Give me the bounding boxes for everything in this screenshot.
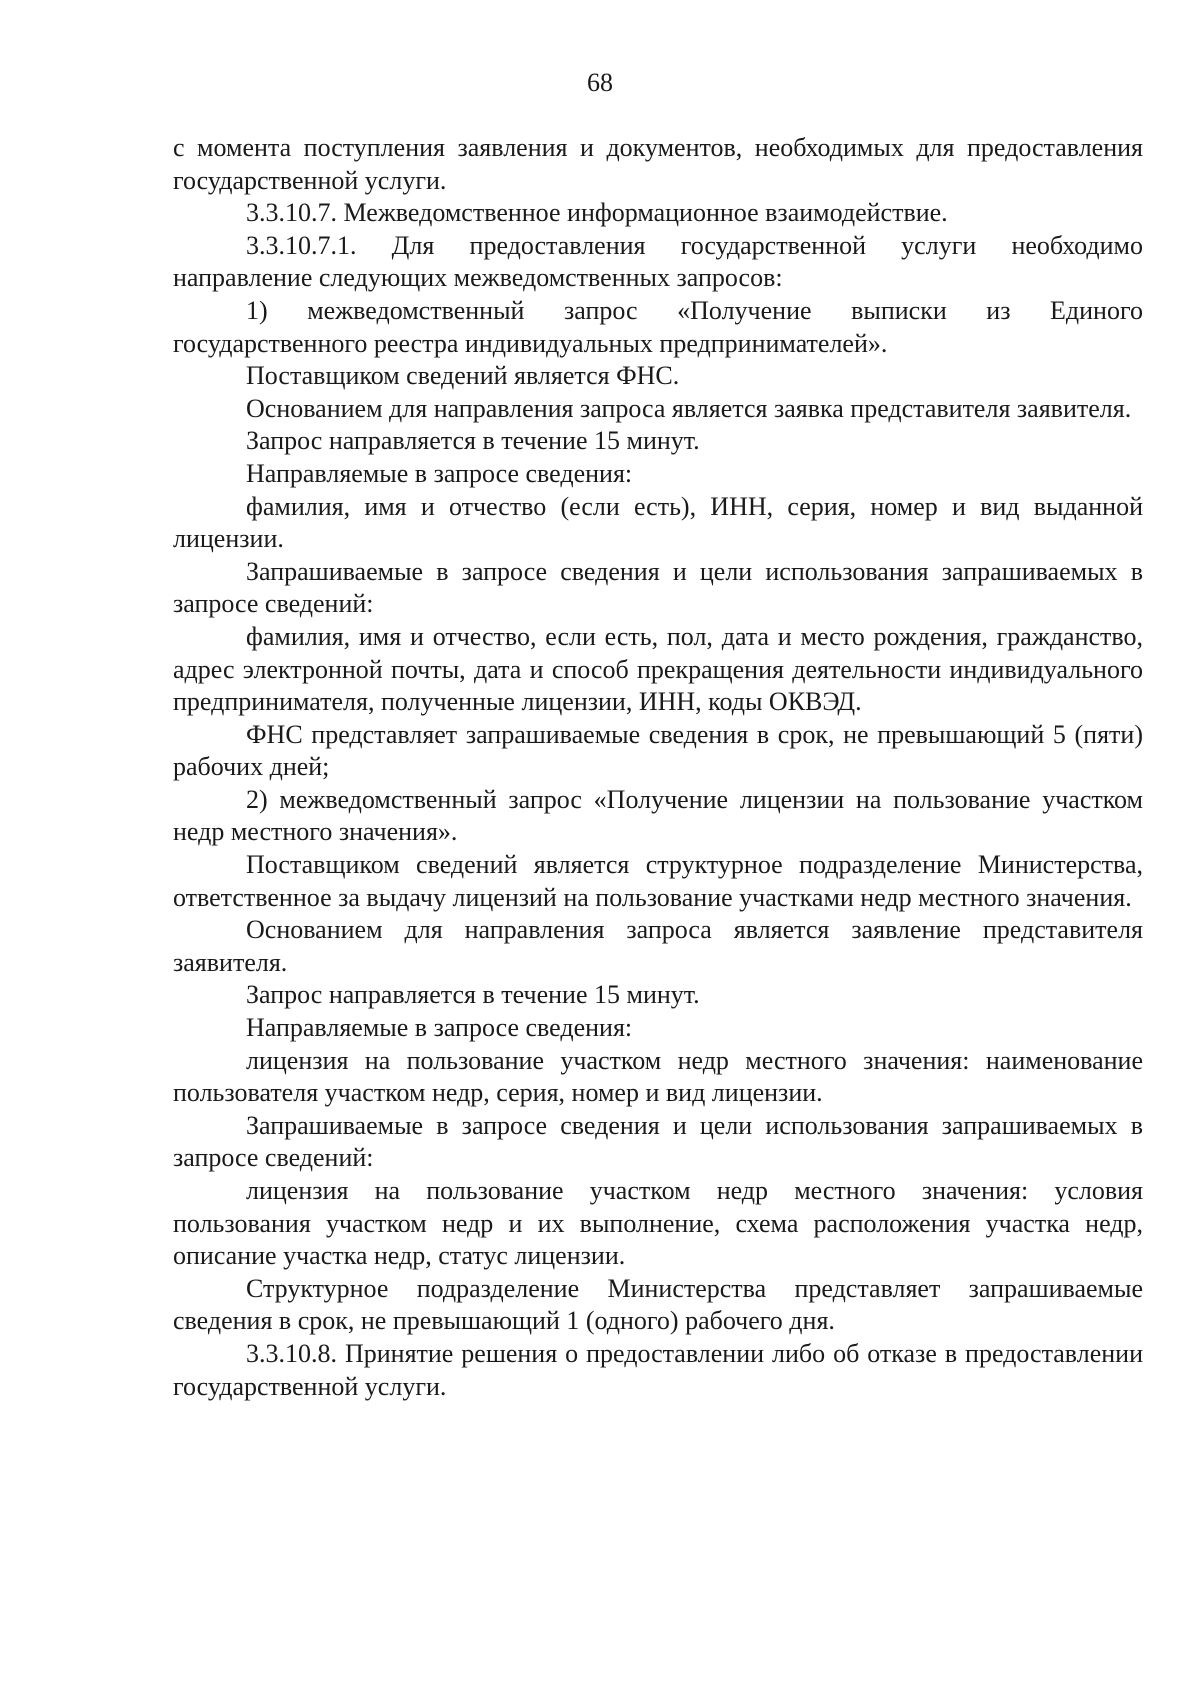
paragraph: 2) межведомственный запрос «Получение лицензии на пользование участком недр местного значения». [173, 784, 1143, 847]
paragraph: Направляемые в запросе сведения: [246, 1013, 633, 1043]
paragraph: Запрос направляется в течение 15 минут. [246, 980, 700, 1010]
paragraph: ФНС представляет запрашиваемые сведения в срок, не превышающий 5 (пяти) рабочих дней; [173, 719, 1143, 782]
paragraph: Основанием для направления запроса является заявка представителя заявителя. [246, 393, 1132, 423]
paragraph: Направляемые в запросе сведения: [246, 458, 633, 488]
paragraph: Структурное подразделение Министерства представляет запрашиваемые сведения в срок, не превышающий 1 (одного) рабочего дня. [173, 1273, 1143, 1336]
page-number: 68 [587, 68, 613, 97]
paragraph: лицензия на пользование участком недр местного значения: наименование пользователя участком недр, серия, номер и вид лицензии. [173, 1045, 1143, 1108]
paragraph: лицензия на пользование участком недр местного значения: условия пользования участком недр и их выполнение, схема расположения участка недр, описание участка недр, статус лицензии. [173, 1176, 1143, 1271]
paragraph: фамилия, имя и отчество (если есть), ИНН, серия, номер и вид выданной лицензии. [173, 491, 1143, 554]
paragraph: Поставщиком сведений является ФНС. [246, 361, 680, 391]
paragraph: Поставщиком сведений является структурное подразделение Министерства, ответственное за выдачу лицензий на пользование участками недр местного значения. [173, 850, 1143, 912]
paragraph: 3.3.10.7.1. Для предоставления государственной услуги необходимо направление следующих межведомственных запросов: [173, 230, 1143, 293]
paragraph: 3.3.10.7. Межведомственное информационное взаимодействие. [246, 198, 948, 228]
paragraph: 3.3.10.8. Принятие решения о предоставлении либо об отказе в предоставлении государственной услуги. [173, 1338, 1143, 1401]
paragraph: с момента поступления заявления и документов, необходимых для предоставления государственной услуги. [173, 133, 1143, 195]
paragraph: фамилия, имя и отчество, если есть, пол, дата и место рождения, гражданство, адрес электронной почты, дата и способ прекращения деятельности индивидуального предпринимателя, полученные лицензии, ИНН, коды ОКВЭД. [173, 621, 1143, 717]
paragraph: Запрос направляется в течение 15 минут. [246, 426, 700, 456]
paragraph: Запрашиваемые в запросе сведения и цели использования запрашиваемых в запросе сведений: [173, 1110, 1143, 1173]
paragraph: 1) межведомственный запрос «Получение выписки из Единого государственного реестра индивидуальных предпринимателей». [173, 295, 1143, 358]
paragraph: Запрашиваемые в запросе сведения и цели использования запрашиваемых в запросе сведений: [173, 556, 1143, 619]
document-body [173, 132, 1143, 1403]
paragraph: Основанием для направления запроса является заявление представителя заявителя. [173, 915, 1143, 977]
